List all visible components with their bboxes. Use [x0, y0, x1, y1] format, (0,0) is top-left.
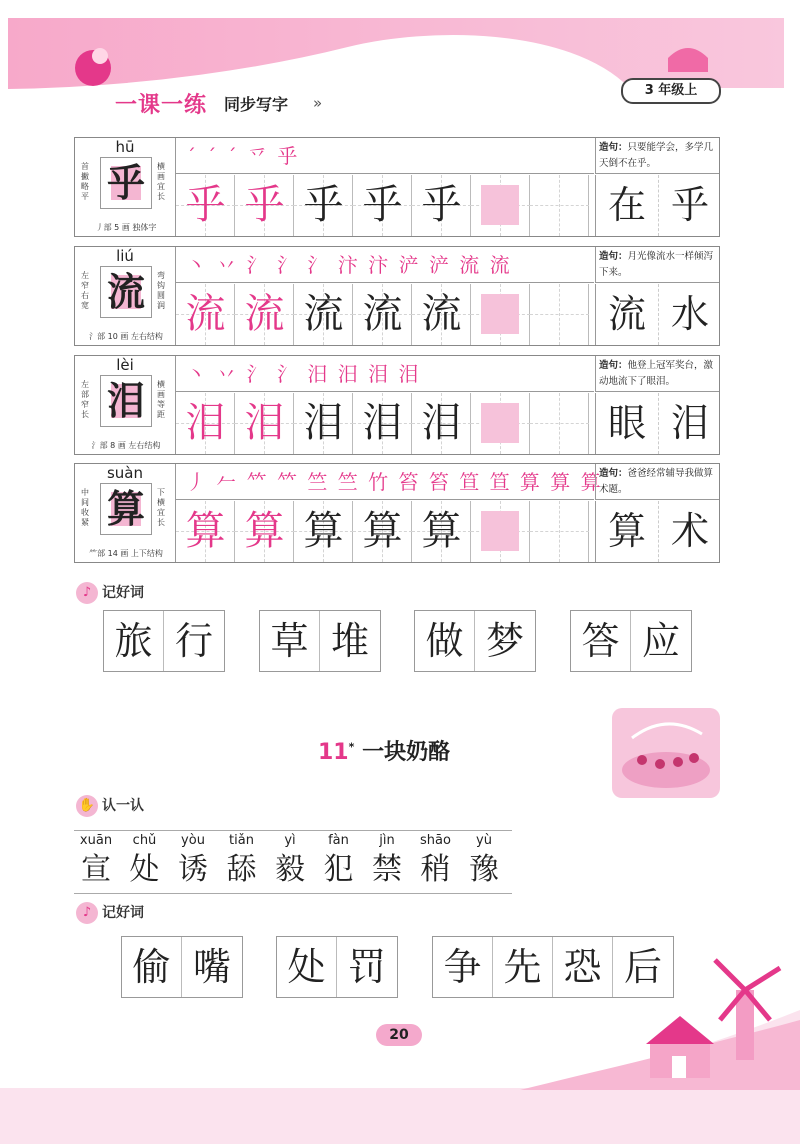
- word-char: 罚: [347, 945, 386, 989]
- word-char: 堆: [330, 619, 369, 663]
- recognize-char: 毅: [275, 852, 305, 887]
- word-char: 嘴: [192, 945, 231, 989]
- practice-char: 泪: [303, 400, 344, 446]
- practice-char: 乎: [185, 182, 226, 228]
- practice-cell[interactable]: [353, 393, 412, 454]
- practice-cell[interactable]: [353, 501, 412, 562]
- practice-char: 乎: [421, 182, 462, 228]
- word-char: 偷: [122, 937, 182, 997]
- recognize-item: [460, 831, 508, 889]
- pinyin: lèi: [116, 356, 134, 374]
- model-shape: [481, 185, 519, 225]
- recognize-char: 诱: [178, 852, 208, 887]
- practice-char: 流: [303, 291, 344, 337]
- char-info: [75, 138, 176, 236]
- practice-cell[interactable]: [471, 175, 530, 236]
- practice-cell[interactable]: [471, 501, 530, 562]
- pinyin: liú: [116, 247, 134, 265]
- practice-cell[interactable]: [294, 175, 353, 236]
- pinyin: shāo: [420, 833, 451, 848]
- subtitle: 同步写字: [224, 95, 289, 114]
- stroke-order: 丿 𠂉 𥫗 𥫗 竺 竺 竹 笞 笞 笪 笪 算 算 算: [176, 464, 594, 500]
- pinyin: hū: [115, 138, 135, 156]
- char-meta: ⺮部 14 画 上下结构: [89, 549, 163, 558]
- recognize-char: 豫: [469, 852, 499, 887]
- practice-char: 泪: [185, 400, 226, 446]
- word-char: 答: [571, 611, 631, 671]
- section-label-good-words-2: ♪ 记好词: [76, 902, 144, 924]
- char-info: [75, 247, 176, 345]
- char-meta: 氵部 8 画 左右结构: [91, 441, 161, 450]
- house-icon: [646, 1016, 714, 1078]
- practice-char: 乎: [303, 182, 344, 228]
- model-shape: [481, 294, 519, 334]
- practice-cell[interactable]: [530, 175, 589, 236]
- practice-char: 流: [421, 291, 462, 337]
- word-cells: [595, 501, 720, 562]
- practice-char: 泪: [244, 400, 285, 446]
- practice-cell[interactable]: [412, 284, 471, 345]
- word-char: 争: [433, 937, 493, 997]
- writing-row: [74, 137, 720, 237]
- recognize-item: [315, 831, 363, 889]
- char-meta: 丿部 5 画 独体字: [95, 223, 157, 232]
- lesson-title: 11* 一块奶酪: [318, 740, 451, 765]
- model-shape: [481, 511, 519, 551]
- writing-row: [74, 463, 720, 563]
- char-square: [100, 266, 152, 318]
- word-char: 做: [415, 611, 475, 671]
- recognize-char: 禁: [372, 852, 402, 887]
- recognize-list: [74, 830, 512, 894]
- grade-badge: 3 年级上: [621, 78, 721, 104]
- stroke-order: 丶 丷 氵 氵 汨 汨 泪 泪: [176, 356, 594, 392]
- chevron-icon: »: [313, 94, 323, 112]
- practice-cell[interactable]: [353, 284, 412, 345]
- writing-row: [74, 246, 720, 346]
- recognize-item: [169, 831, 217, 889]
- word-char: 应: [641, 619, 680, 663]
- model-char: 流: [106, 269, 145, 314]
- right-note: 弯钩圆润: [157, 271, 165, 310]
- pinyin: yù: [476, 833, 492, 848]
- char-info: [75, 464, 176, 562]
- char-square: [100, 157, 152, 209]
- practice-cell[interactable]: [235, 393, 294, 454]
- hand-icon: ✋: [76, 795, 98, 817]
- word-char: 后: [623, 945, 662, 989]
- recognize-item: [266, 831, 314, 889]
- practice-cell[interactable]: [294, 284, 353, 345]
- practice-cell[interactable]: [176, 393, 235, 454]
- footer-decoration: [0, 950, 800, 1144]
- word-char: 泪: [658, 393, 721, 454]
- pinyin: jìn: [379, 833, 395, 848]
- practice-cell[interactable]: [412, 393, 471, 454]
- lesson-illustration: [612, 708, 720, 798]
- word-char: 梦: [485, 619, 524, 663]
- recognize-item: [412, 831, 460, 889]
- stroke-order: ˊ ˊ ˊ 乊 乎: [176, 138, 594, 174]
- sentence: 造句：只要能学会，多学几天倒不在乎。: [595, 138, 719, 174]
- sentence: 造句：月光像流水一样倾泻下来。: [595, 247, 719, 283]
- sentence: 造句：爸爸经常辅导我做算术题。: [595, 464, 719, 500]
- recognize-char: 处: [129, 852, 160, 887]
- practice-cell[interactable]: [176, 175, 235, 236]
- word-char: 先: [493, 937, 553, 997]
- word-cells: [595, 393, 720, 454]
- char-info: [75, 356, 176, 454]
- model-char: 算: [106, 486, 145, 531]
- recognize-item: [72, 831, 120, 889]
- word-char: 眼: [607, 401, 646, 445]
- practice-cell[interactable]: [530, 393, 589, 454]
- word-char: 算: [607, 509, 646, 553]
- left-note: 左窄右宽: [81, 271, 89, 310]
- practice-char: 泪: [362, 400, 403, 446]
- page-number: 20: [376, 1024, 422, 1046]
- pinyin: xuān: [79, 833, 113, 848]
- recognize-item: [363, 831, 411, 889]
- pinyin: yì: [284, 833, 296, 848]
- practice-char: 乎: [244, 182, 285, 228]
- word-cells: [595, 175, 720, 236]
- word-char: 水: [658, 284, 721, 345]
- practice-cell[interactable]: [176, 501, 235, 562]
- char-meta: 氵部 10 画 左右结构: [89, 332, 163, 341]
- practice-char: 算: [244, 508, 285, 554]
- practice-char: 流: [244, 291, 285, 337]
- bell-icon: ♪: [76, 582, 98, 604]
- word-char: 旅: [104, 611, 164, 671]
- practice-char: 算: [303, 508, 344, 554]
- pinyin: chǔ: [132, 833, 157, 848]
- recognize-item: [218, 831, 266, 889]
- word-char: 术: [658, 501, 721, 562]
- recognize-char: 犯: [323, 852, 354, 887]
- practice-char: 流: [362, 291, 403, 337]
- char-square: [100, 375, 152, 427]
- pinyin: yòu: [181, 833, 205, 848]
- right-note: 横画等距: [157, 380, 165, 419]
- practice-char: 算: [421, 508, 462, 554]
- word-char: 乎: [658, 175, 721, 236]
- char-square: [100, 483, 152, 535]
- word-char: 行: [174, 619, 213, 663]
- word-char: 流: [607, 292, 646, 336]
- word-char: 在: [607, 183, 646, 227]
- left-note: 左部窄长: [81, 380, 89, 419]
- model-char: 泪: [106, 378, 145, 423]
- practice-cell[interactable]: [530, 501, 589, 562]
- practice-char: 算: [185, 508, 226, 554]
- recognize-char: 稍: [420, 852, 451, 887]
- practice-cell[interactable]: [294, 501, 353, 562]
- pinyin: suàn: [106, 464, 144, 482]
- bell-icon: ♪: [76, 902, 98, 924]
- word-cells: [595, 284, 720, 345]
- practice-cell[interactable]: [412, 175, 471, 236]
- model-char: 乎: [106, 160, 145, 205]
- practice-cell[interactable]: [235, 284, 294, 345]
- practice-char: 乎: [362, 182, 403, 228]
- word-box: [570, 610, 692, 672]
- practice-char: 流: [185, 291, 226, 337]
- practice-cell[interactable]: [294, 393, 353, 454]
- section-label-good-words: ♪ 记好词: [76, 582, 144, 604]
- practice-cell[interactable]: [235, 501, 294, 562]
- recognize-char: 舔: [226, 852, 257, 887]
- stroke-order: 丶 丷 氵 氵 氵 汴 汴 浐 浐 流 流: [176, 247, 594, 283]
- practice-char: 泪: [421, 400, 462, 446]
- pinyin: tiǎn: [229, 833, 254, 848]
- word-char: 草: [260, 611, 320, 671]
- brand-title: 一课一练: [115, 93, 208, 118]
- practice-cell[interactable]: [412, 501, 471, 562]
- practice-cell[interactable]: [471, 393, 530, 454]
- practice-cell[interactable]: [176, 284, 235, 345]
- practice-cell[interactable]: [530, 284, 589, 345]
- section-label-recognize: ✋ 认一认: [76, 795, 144, 817]
- recognize-char: 宣: [81, 852, 111, 887]
- model-shape: [481, 403, 519, 443]
- left-note: 首撇略平: [81, 162, 89, 201]
- practice-cell[interactable]: [353, 175, 412, 236]
- recognize-item: [121, 831, 169, 889]
- word-char: 处: [277, 937, 337, 997]
- sentence: 造句：他登上冠军奖台，激动地流下了眼泪。: [595, 356, 719, 392]
- right-note: 下横宜长: [157, 488, 165, 527]
- word-box: [414, 610, 536, 672]
- word-box: [259, 610, 381, 672]
- word-char: 恐: [553, 937, 613, 997]
- practice-cell[interactable]: [471, 284, 530, 345]
- word-box: [103, 610, 225, 672]
- right-note: 横画宜长: [157, 162, 165, 201]
- practice-cell[interactable]: [235, 175, 294, 236]
- left-note: 中间收紧: [81, 488, 89, 527]
- writing-row: [74, 355, 720, 455]
- practice-char: 算: [362, 508, 403, 554]
- pinyin: fàn: [328, 833, 349, 848]
